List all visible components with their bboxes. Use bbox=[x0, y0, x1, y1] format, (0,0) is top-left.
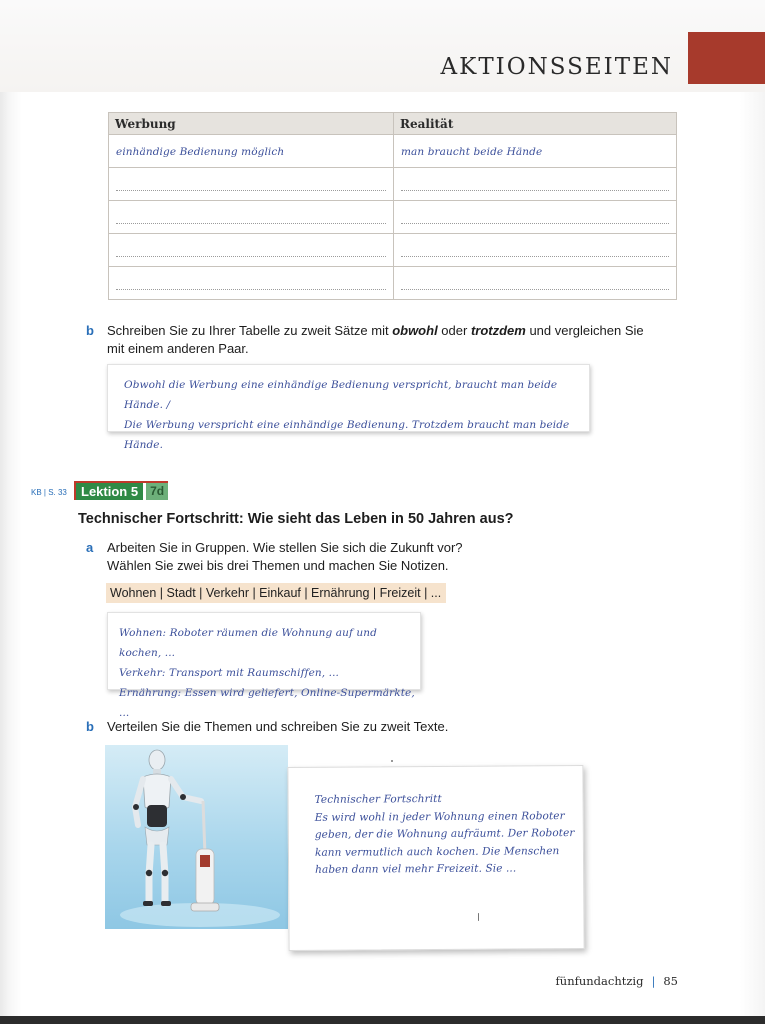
writing-line bbox=[401, 223, 669, 224]
table-header-row bbox=[109, 113, 677, 135]
table-row bbox=[109, 135, 677, 168]
story-line: haben dann viel mehr Freizeit. Sie ... bbox=[315, 862, 517, 876]
task-b1-letter: b bbox=[86, 323, 94, 338]
note-line: Verkehr: Transport mit Raumschiffen, ... bbox=[119, 667, 339, 679]
note-line: Wohnen: Roboter räumen die Wohnung auf und kochen, ... bbox=[119, 627, 377, 659]
task-b2-letter: b bbox=[86, 719, 94, 734]
scan-edge bbox=[0, 1016, 765, 1024]
story-line: kann vermutlich auch kochen. Die Menschen bbox=[314, 844, 560, 859]
speck bbox=[478, 913, 479, 921]
writing-line bbox=[116, 190, 386, 191]
writing-line bbox=[116, 256, 386, 257]
section-title: AKTIONSSEITEN bbox=[440, 54, 673, 80]
story-line: Es wird wohl in jeder Wohnung einen Roboter bbox=[314, 809, 565, 824]
lesson-label: Lektion 5 bbox=[74, 483, 143, 500]
speck bbox=[391, 760, 393, 762]
page-number-word: fünfundachtzig bbox=[555, 974, 644, 988]
writing-line bbox=[116, 289, 386, 290]
notes-box[interactable] bbox=[107, 612, 421, 719]
table-cell[interactable] bbox=[394, 201, 677, 234]
instruction-text: Schreiben Sie zu Ihrer Tabelle zu zweit Sätze mit bbox=[107, 323, 393, 338]
robot-vacuum-image bbox=[105, 745, 288, 929]
instruction-line: Wählen Sie zwei bis drei Themen und machen Sie Notizen. bbox=[107, 558, 449, 573]
lesson-number: 7d bbox=[146, 483, 168, 500]
table-cell[interactable] bbox=[109, 201, 394, 234]
keyword-obwohl: obwohl bbox=[392, 323, 438, 338]
exercise-heading: Technischer Fortschritt: Wie sieht das Leben in 50 Jahren aus? bbox=[78, 511, 514, 527]
writing-line bbox=[116, 223, 386, 224]
story-line: Technischer Fortschritt bbox=[314, 792, 442, 806]
table-row bbox=[109, 267, 677, 300]
table-row bbox=[109, 201, 677, 234]
table-cell[interactable] bbox=[109, 135, 394, 168]
writing-line bbox=[401, 289, 669, 290]
answer-line: Die Werbung verspricht eine einhändige Bedienung. Trotzdem braucht man beide Hände. bbox=[124, 419, 570, 451]
table-cell[interactable] bbox=[394, 168, 677, 201]
writing-line bbox=[401, 190, 669, 191]
table-row bbox=[109, 234, 677, 267]
page-footer bbox=[556, 974, 678, 988]
task-a-letter: a bbox=[86, 540, 94, 555]
instruction-line: Arbeiten Sie in Gruppen. Wie stellen Sie sich die Zukunft vor? bbox=[107, 540, 463, 555]
instruction-text: und vergleichen Sie mit einem anderen Paar. bbox=[107, 323, 644, 356]
table-cell[interactable] bbox=[394, 234, 677, 267]
robot-illustration bbox=[105, 745, 288, 929]
answer-line: Obwohl die Werbung eine einhändige Bedienung verspricht, braucht man beide Hände. / bbox=[124, 379, 558, 411]
section-color-block bbox=[688, 32, 765, 84]
handwritten-entry: man braucht beide Hände bbox=[401, 146, 543, 158]
instruction-text: oder bbox=[437, 323, 471, 338]
lesson-tag bbox=[74, 481, 168, 500]
table-cell[interactable] bbox=[394, 135, 677, 168]
table-row bbox=[109, 168, 677, 201]
handwritten-entry: einhändige Bedienung möglich bbox=[116, 146, 285, 158]
header-werbung: Werbung bbox=[109, 113, 394, 135]
task-a-instruction bbox=[107, 539, 627, 575]
note-line: Ernährung: Essen wird geliefert, Online-Supermärkte, ... bbox=[119, 687, 415, 719]
table-cell[interactable] bbox=[109, 267, 394, 300]
footer-separator: | bbox=[651, 974, 656, 988]
keyword-trotzdem: trotzdem bbox=[470, 323, 526, 338]
table-cell[interactable] bbox=[109, 234, 394, 267]
comparison-table bbox=[108, 112, 677, 300]
header-realitaet: Realität bbox=[394, 113, 677, 135]
topics-bar: Wohnen | Stadt | Verkehr | Einkauf | Ernährung | Freizeit | ... bbox=[106, 583, 446, 603]
kb-reference: KB | S. 33 bbox=[31, 488, 67, 497]
task-b1-instruction bbox=[107, 322, 647, 358]
story-line: geben, der die Wohnung aufräumt. Der Roboter bbox=[314, 827, 575, 841]
story-card[interactable] bbox=[287, 765, 584, 951]
task-b2-instruction: Verteilen Sie die Themen und schreiben Sie zu zweit Texte. bbox=[107, 719, 449, 734]
writing-line bbox=[401, 256, 669, 257]
table-cell[interactable] bbox=[109, 168, 394, 201]
page-number: 85 bbox=[663, 974, 678, 988]
table-cell[interactable] bbox=[394, 267, 677, 300]
answer-box-b1[interactable] bbox=[107, 364, 590, 451]
